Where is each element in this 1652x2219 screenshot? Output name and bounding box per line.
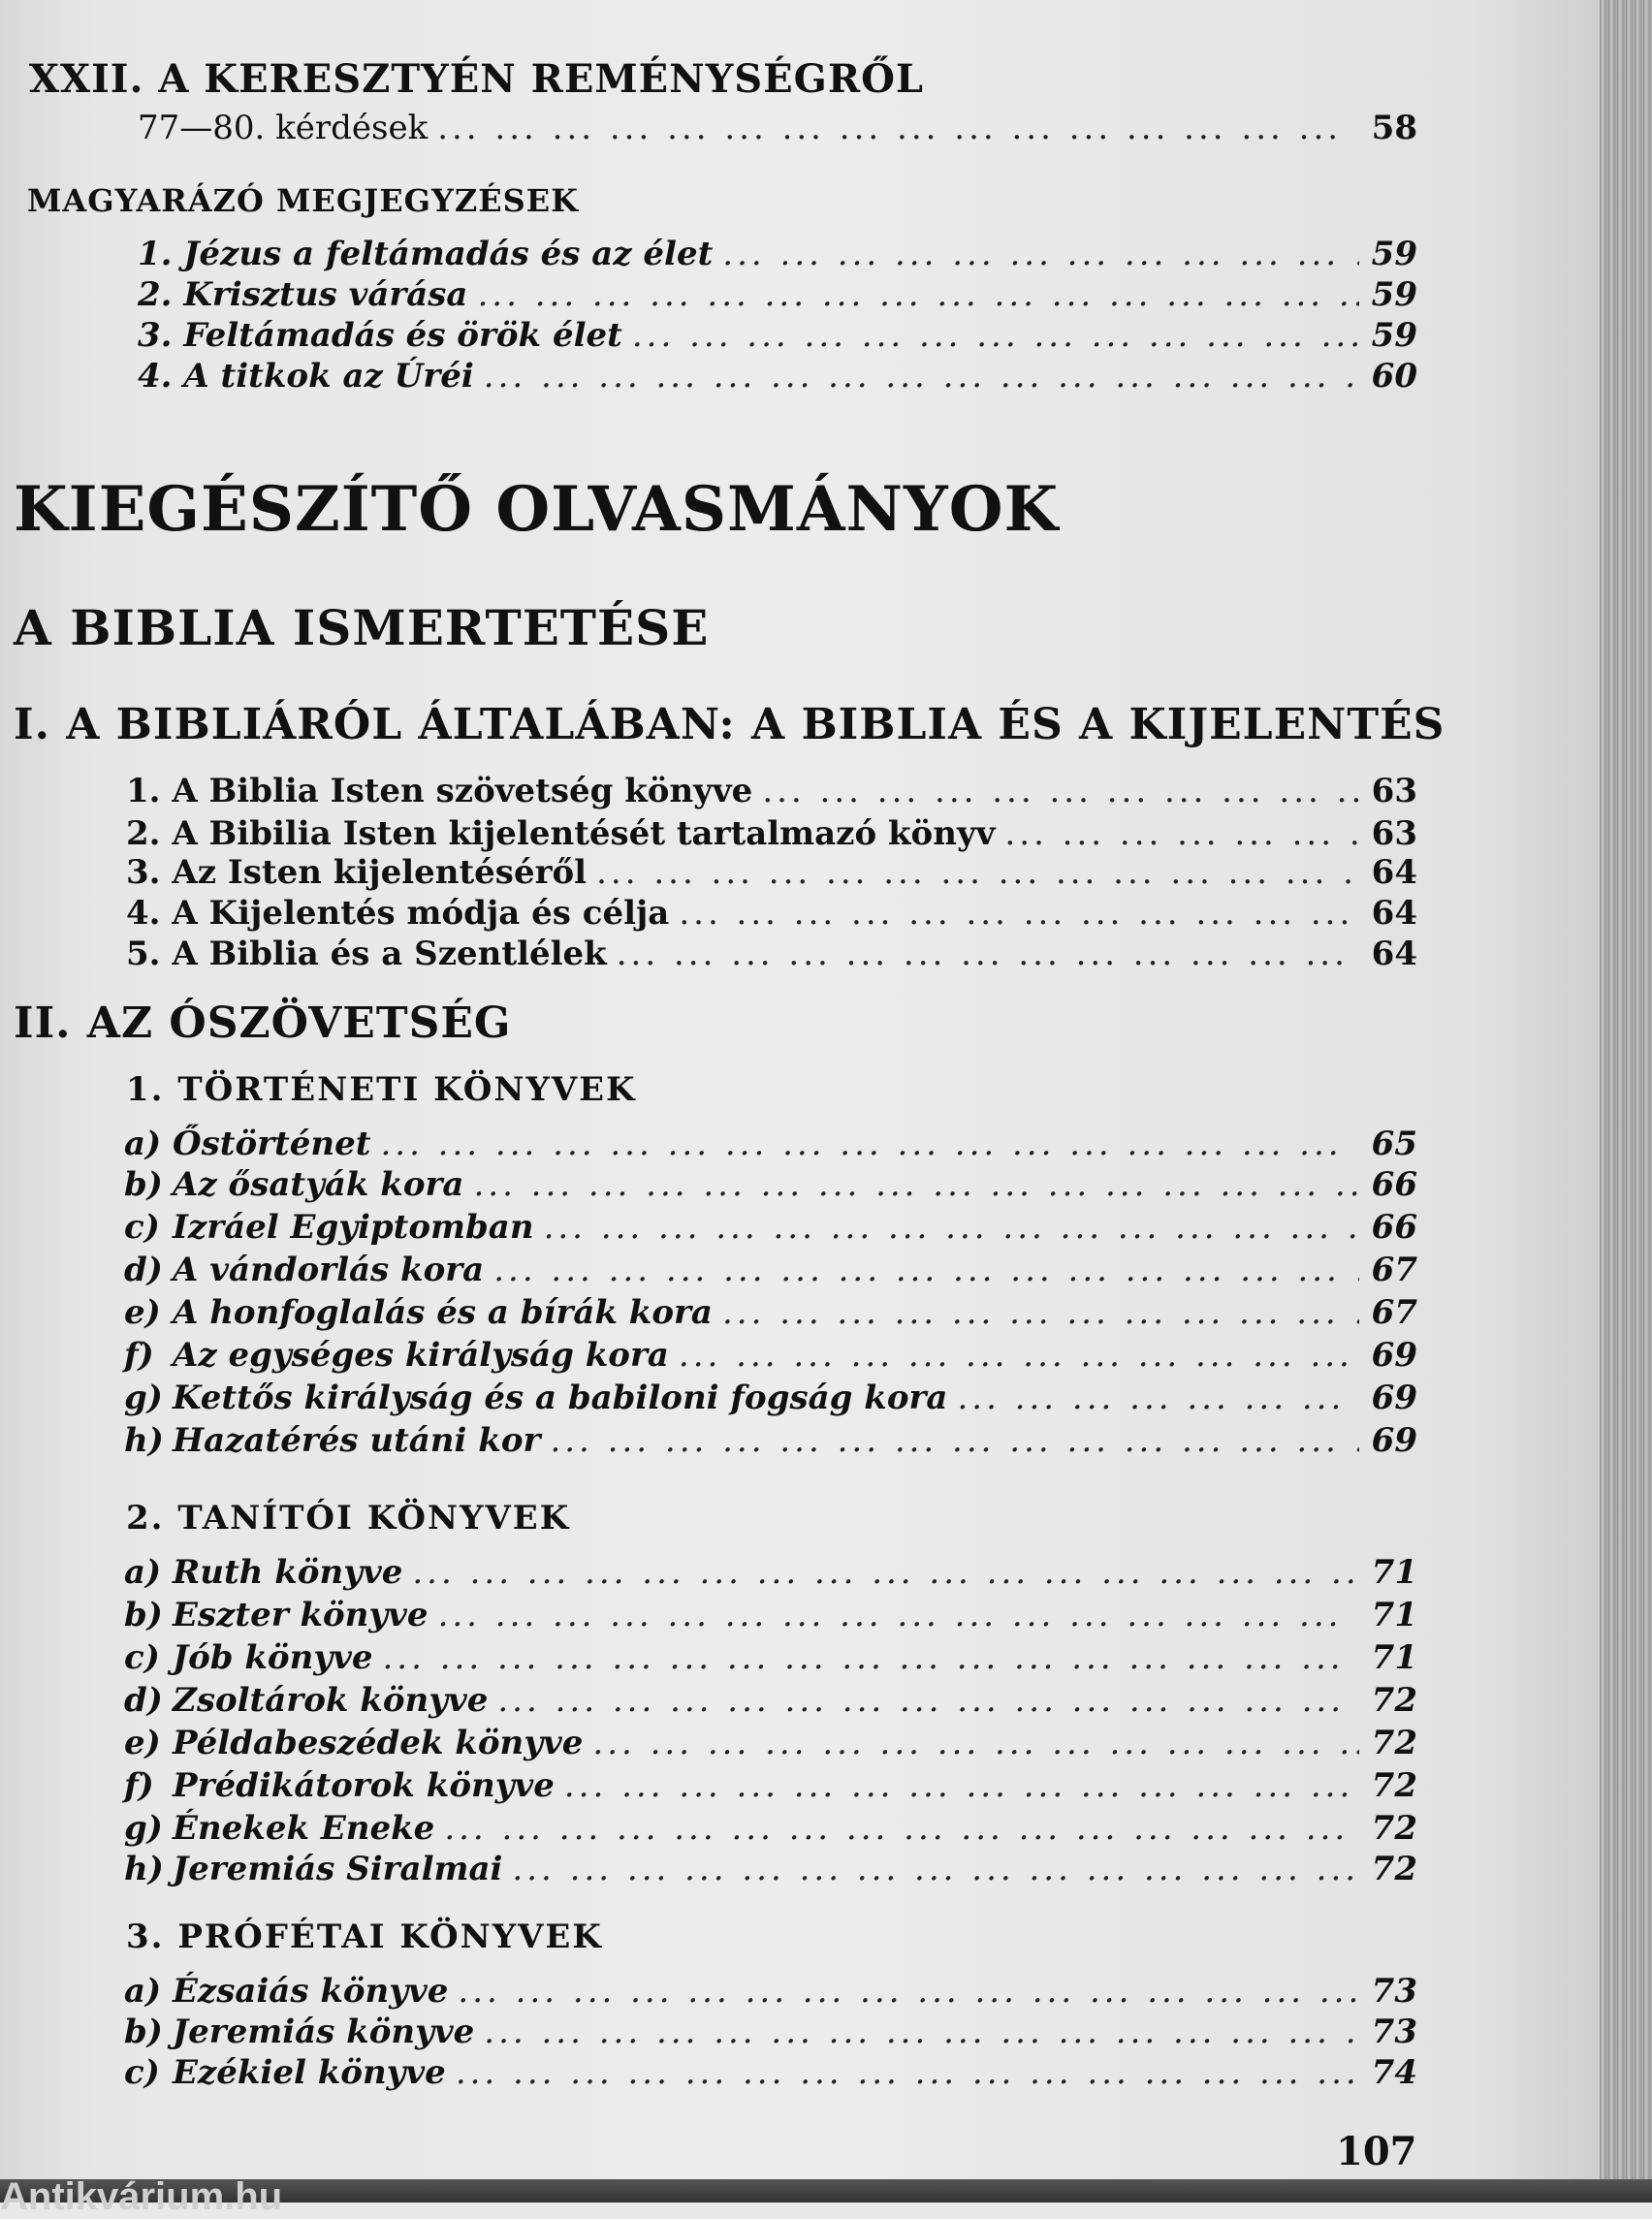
toc-entry-label: 77—80. kérdések	[138, 109, 429, 147]
watermark: Antikvárium.hu	[0, 2175, 283, 2218]
toc-entry	[124, 1809, 1417, 1848]
toc-entry-page: 69	[1371, 1336, 1417, 1375]
toc-entry-page: 72	[1371, 1681, 1417, 1720]
toc-entry	[124, 1251, 1417, 1289]
toc-entry	[124, 2013, 1417, 2051]
dot-leader	[550, 1421, 1359, 1460]
toc-entry-page: 74	[1371, 2053, 1417, 2092]
toc-entry-label: A vándorlás kora	[173, 1251, 485, 1289]
part2-title	[14, 999, 511, 1048]
toc-entry-label: Ézsaiás könyve	[173, 1972, 449, 2011]
toc-entry-page: 67	[1371, 1293, 1417, 1332]
toc-entry-label: Példabeszédek könyve	[173, 1724, 584, 1762]
dot-leader	[617, 935, 1359, 973]
toc-entry	[124, 1681, 1417, 1720]
toc-entry	[124, 1336, 1417, 1375]
dot-leader	[544, 1208, 1359, 1247]
toc-entry-letter: h)	[124, 1421, 164, 1460]
toc-entry	[124, 1553, 1417, 1592]
dot-leader	[484, 2013, 1359, 2051]
toc-entry-label: 1. A Biblia Isten szövetség könyve	[126, 772, 753, 810]
teaching-books-title	[126, 1499, 570, 1537]
toc-entry-letter: d)	[124, 1251, 163, 1289]
toc-entry	[124, 1125, 1417, 1163]
toc-entry-label: Kettős királyság és a babiloni fogság kora	[173, 1379, 948, 1417]
toc-entry-page: 69	[1371, 1421, 1417, 1460]
toc-entry	[124, 1379, 1417, 1417]
dot-leader	[484, 357, 1359, 396]
toc-entry-page: 64	[1371, 935, 1417, 973]
dot-leader	[592, 1724, 1359, 1762]
toc-entry	[126, 935, 1417, 973]
prophetic-books-title-text: 3. PRÓFÉTAI KÖNYVEK	[126, 1918, 603, 1956]
toc-entry-letter: d)	[124, 1681, 163, 1720]
toc-entry-page: 72	[1371, 1809, 1417, 1848]
toc-entry-letter: f)	[124, 1766, 154, 1805]
toc-entry-letter: h)	[124, 1850, 164, 1888]
toc-entry	[124, 1596, 1417, 1634]
toc-entry-page: 71	[1371, 1638, 1417, 1677]
bible-title	[14, 599, 709, 656]
toc-entry-page: 60	[1371, 357, 1417, 396]
dot-leader	[957, 1379, 1359, 1417]
toc-entry-page: 64	[1371, 894, 1417, 933]
toc-entry	[124, 1421, 1417, 1460]
toc-entry-letter: f)	[124, 1336, 154, 1375]
dot-leader	[564, 1766, 1359, 1805]
supplement-title-text: KIEGÉSZÍTŐ OLVASMÁNYOK	[14, 473, 1060, 546]
chapter-xxii-title	[29, 56, 924, 102]
toc-entry-letter: c)	[124, 1638, 160, 1677]
page-edge	[1600, 0, 1652, 2203]
toc-entry-label: 2. Krisztus várása	[138, 275, 468, 314]
notes-title-text: MAGYARÁZÓ MEGJEGYZÉSEK	[27, 182, 579, 219]
dot-leader	[412, 1553, 1359, 1592]
toc-entry-label: Jeremiás könyve	[173, 2013, 475, 2051]
dot-leader	[456, 2053, 1359, 2092]
toc-entry-page: 59	[1371, 316, 1417, 355]
toc-entry	[138, 109, 1417, 147]
toc-entry-label: 3. Feltámadás és örök élet	[138, 316, 622, 355]
toc-entry	[138, 357, 1417, 396]
toc-entry	[124, 2053, 1417, 2092]
toc-entry-page: 73	[1371, 1972, 1417, 2011]
dot-leader	[679, 894, 1359, 933]
toc-entry-page: 58	[1371, 109, 1417, 147]
dot-leader	[477, 275, 1359, 314]
toc-entry	[126, 853, 1417, 892]
toc-entry-label: 2. A Bibilia Isten kijelentését tartalmazó könyv	[126, 814, 996, 853]
toc-entry-label: A honfoglalás és a bírák kora	[173, 1293, 713, 1332]
toc-entry-letter: a)	[124, 1553, 162, 1592]
toc-entry-page: 64	[1371, 853, 1417, 892]
toc-entry	[124, 1972, 1417, 2011]
dot-leader	[493, 1251, 1359, 1289]
toc-entry-page: 63	[1371, 814, 1417, 853]
toc-entry	[138, 235, 1417, 273]
toc-entry-label: 4. A Kijelentés módja és célja	[126, 894, 670, 933]
dot-leader	[458, 1972, 1359, 2011]
toc-entry-label: 3. Az Isten kijelentéséről	[126, 853, 588, 892]
toc-entry	[126, 814, 1417, 853]
toc-entry-letter: b)	[124, 1596, 163, 1634]
toc-entry-label: Ezékiel könyve	[173, 2053, 446, 2092]
toc-entry-letter: a)	[124, 1972, 162, 2011]
toc-entry	[124, 1766, 1417, 1805]
teaching-books-title-text: 2. TANÍTÓI KÖNYVEK	[126, 1499, 571, 1537]
dot-leader	[596, 853, 1359, 892]
toc-entry-page: 72	[1371, 1850, 1417, 1888]
toc-entry-label: 1. Jézus a feltámadás és az élet	[138, 235, 714, 273]
historical-books-title-text: 1. TÖRTÉNETI KÖNYVEK	[126, 1070, 637, 1109]
toc-entry	[124, 1293, 1417, 1332]
historical-books-title	[126, 1070, 637, 1109]
notes-title	[27, 182, 579, 219]
toc-entry-letter: c)	[124, 1208, 160, 1247]
dot-leader	[512, 1850, 1359, 1888]
toc-entry-label: Az egységes királyság kora	[173, 1336, 669, 1375]
toc-entry-label: Prédikátorok könyve	[173, 1766, 555, 1805]
toc-entry	[126, 894, 1417, 933]
toc-entry-page: 59	[1371, 275, 1417, 314]
toc-entry-label: Énekek Eneke	[173, 1809, 435, 1848]
toc-entry-letter: e)	[124, 1724, 161, 1762]
toc-entry	[124, 1208, 1417, 1247]
toc-entry-page: 72	[1371, 1724, 1417, 1762]
prophetic-books-title	[126, 1918, 603, 1956]
toc-entry-page: 65	[1371, 1125, 1417, 1163]
dot-leader	[722, 235, 1359, 273]
toc-entry-label: Zsoltárok könyve	[173, 1681, 489, 1720]
toc-entry-page: 73	[1371, 2013, 1417, 2051]
part2-title-text: II. AZ ÓSZÖVETSÉG	[14, 999, 512, 1048]
toc-entry-page: 67	[1371, 1251, 1417, 1289]
toc-entry-page: 66	[1371, 1208, 1417, 1247]
toc-entry-page: 72	[1371, 1766, 1417, 1805]
toc-entry-label: Izráel Egyiptomban	[173, 1208, 534, 1247]
toc-entry-letter: g)	[124, 1809, 163, 1848]
toc-entry-label: Őstörténet	[173, 1125, 371, 1163]
toc-entry	[138, 316, 1417, 355]
toc-entry-page: 71	[1371, 1596, 1417, 1634]
toc-entry-label: Hazatérés utáni kor	[173, 1421, 541, 1460]
toc-entry-letter: a)	[124, 1125, 162, 1163]
toc-entry-label: Eszter könyve	[173, 1596, 429, 1634]
toc-entry-label: Ruth könyve	[173, 1553, 403, 1592]
toc-entry-page: 69	[1371, 1379, 1417, 1417]
toc-entry-letter: e)	[124, 1293, 161, 1332]
toc-entry-letter: b)	[124, 1165, 163, 1204]
dot-leader	[382, 1638, 1359, 1677]
dot-leader	[444, 1809, 1359, 1848]
part1-title-text: I. A BIBLIÁRÓL ÁLTALÁBAN: A BIBLIA ÉS A KIJELENTÉS	[14, 700, 1446, 749]
toc-entry-letter: b)	[124, 2013, 163, 2051]
dot-leader	[679, 1336, 1359, 1375]
dot-leader	[473, 1165, 1359, 1204]
part1-title	[14, 700, 1445, 749]
toc-entry-label: Az ősatyák kora	[173, 1165, 464, 1204]
dot-leader	[632, 316, 1359, 355]
toc-entry-page: 59	[1371, 235, 1417, 273]
dot-leader	[1004, 814, 1359, 853]
toc-entry-page: 66	[1371, 1165, 1417, 1204]
toc-entry-label: Jeremiás Siralmai	[173, 1850, 503, 1888]
dot-leader	[380, 1125, 1359, 1163]
dot-leader	[437, 109, 1359, 147]
toc-entry-page: 63	[1371, 772, 1417, 810]
toc-entry-label: 5. A Biblia és a Szentlélek	[126, 935, 607, 973]
toc-entry-letter: g)	[124, 1379, 163, 1417]
bible-title-text: A BIBLIA ISMERTETÉSE	[14, 599, 710, 656]
page-number: 107	[1336, 2129, 1417, 2174]
dot-leader	[438, 1596, 1359, 1634]
toc-entry	[124, 1638, 1417, 1677]
toc-entry	[138, 275, 1417, 314]
supplement-title	[14, 473, 1059, 546]
dot-leader	[497, 1681, 1359, 1720]
chapter-xxii-title-text: XXII. A KERESZTYÉN REMÉNYSÉGRŐL	[29, 56, 925, 102]
dot-leader	[762, 772, 1359, 810]
toc-entry	[124, 1850, 1417, 1888]
toc-entry	[124, 1724, 1417, 1762]
toc-entry	[126, 772, 1417, 810]
toc-entry-label: Jób könyve	[173, 1638, 373, 1677]
dot-leader	[722, 1293, 1359, 1332]
toc-entry-label: 4. A titkok az Úréi	[138, 357, 474, 396]
toc-entry	[124, 1165, 1417, 1204]
toc-entry-letter: c)	[124, 2053, 160, 2092]
toc-entry-page: 71	[1371, 1553, 1417, 1592]
